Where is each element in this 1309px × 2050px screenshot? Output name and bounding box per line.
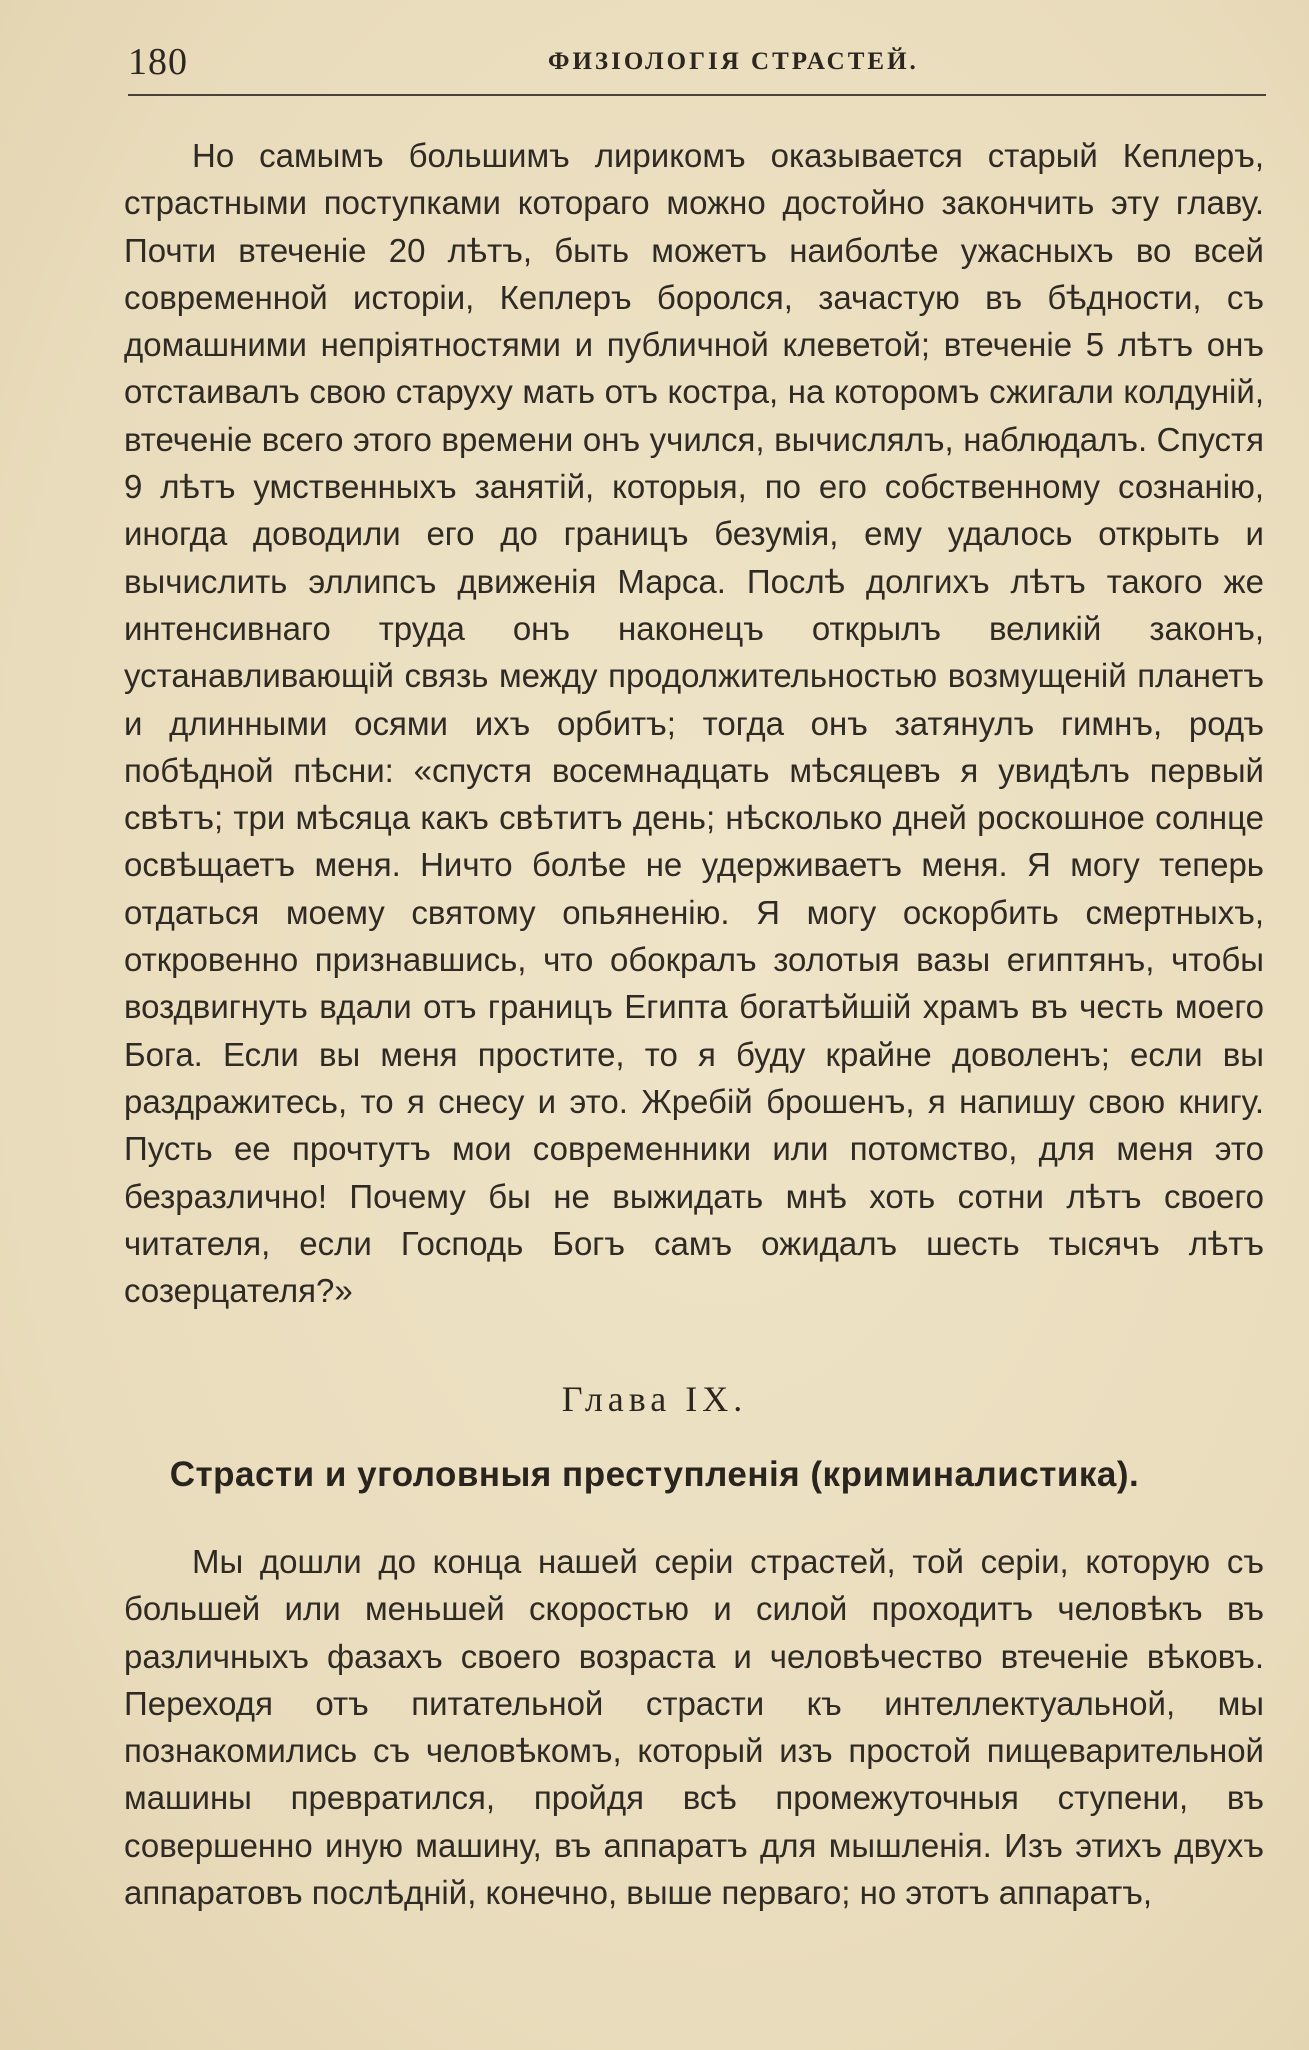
page-header — [128, 38, 1266, 96]
paragraph-text: Мы дошли до конца нашей серіи страстей, той серіи, которую съ большей или меньшей скоростью и силой проходитъ человѣкъ въ различныхъ фазахъ своего возраста и человѣчество втеченіе вѣковъ. Переходя отъ питательной страсти къ интеллектуальной, мы познакомились съ человѣкомъ, который изъ простой пищеварительной машины превратился, пройдя всѣ промежуточныя ступени, въ совершенно иную машину, въ аппаратъ для мышленія. Изъ этихъ двухъ аппаратовъ послѣдній, конечно, выше перваго; но этотъ аппаратъ, — [124, 1543, 1264, 1912]
paragraph-kepler — [124, 132, 1264, 1314]
page-number: 180 — [128, 41, 188, 83]
paragraph-text: Но самымъ большимъ лирикомъ оказывается старый Кеплеръ, страстными поступками котораго можно достойно закончить эту главу. Почти втеченіе 20 лѣтъ, быть можетъ наиболѣе ужасныхъ во всей современной исторіи, Кеплеръ боролся, зачастую въ бѣдности, съ домашними непріятностями и публичной клеветой; втеченіе 5 лѣтъ онъ отстаивалъ свою старуху мать отъ костра, на которомъ сжигали колдуній, втеченіе всего этого времени онъ учился, вычислялъ, наблюдалъ. Спустя 9 лѣтъ умственныхъ занятій, которыя, по его собственному сознанію, иногда доводили его до границъ безумія, ему удалось открыть и вычислить эллипсъ движенія Марса. Послѣ долгихъ лѣтъ такого же интенсивнаго труда онъ наконецъ открылъ великій законъ, устанавливающій связь между продолжительностью возмущеній планетъ и длинными осями ихъ орбитъ; тогда онъ затянулъ гимнъ, родъ побѣдной пѣсни: «спустя восемнадцать мѣсяцевъ я увидѣлъ первый свѣтъ; три мѣсяца какъ свѣтитъ день; нѣсколько дней роскошное солнце освѣщаетъ меня. Ничто болѣе не удерживаетъ меня. Я могу теперь отдаться моему святому опьяненію. Я могу оскорбить смертныхъ, откровенно признавшись, что обокралъ золотыя вазы египтянъ, чтобы воздвигнуть вдали отъ границъ Египта богатѣйшій храмъ въ честь моего Бога. Если вы меня простите, то я буду крайне доволенъ; если вы раздражитесь, то я снесу и это. Жребій брошенъ, я напишу свою книгу. Пусть ее прочтутъ мои современники или потомство, для меня это безразлично! Почему бы не выжидать мнѣ хоть сотни лѣтъ своего читателя, если Господь Богъ самъ ожидалъ шесть тысячъ лѣтъ созерцателя?» — [124, 137, 1264, 1310]
chapter-title: Страсти и уголовныя преступленія (криминалистика). — [169, 1455, 1140, 1494]
chapter-heading: Глава IX. — [561, 1379, 748, 1419]
paragraph-chapter-intro — [124, 1538, 1264, 1916]
running-title: ФИЗІОЛОГІЯ СТРАСТЕЙ. — [548, 48, 919, 75]
